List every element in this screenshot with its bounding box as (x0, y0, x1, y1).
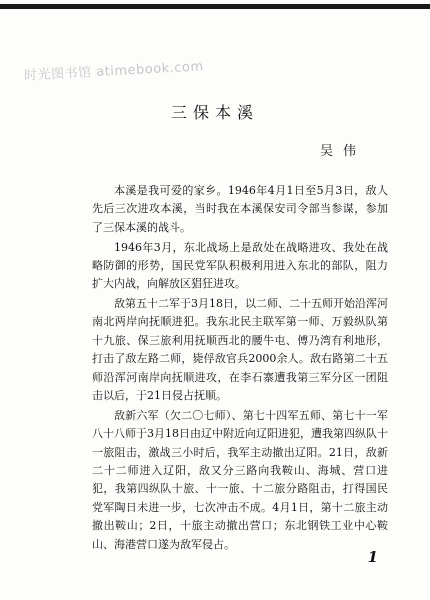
watermark-text: 时光图书馆 atimebook.com (23, 59, 204, 84)
paragraph: 1946年3月，东北战场上是敌处在战略进攻、我处在战略防御的形势，国民党军队积极利用进入东北的部队，阻力扩大内战，向解放区猖狂进攻。 (92, 240, 388, 291)
article-body (92, 182, 388, 555)
paragraph: 敌新六军（欠二〇七师）、第七十四军五师、第七十一军八十八师于3月18日由辽中附近向辽阳进犯，遭我第四纵队十一旅阻击，激战三小时后，我军主动撤出辽阳。21日，敌新二十二师进入辽阳，敌又分三路向我鞍山、海城、营口进犯，我第四纵队十旅、十一旅、十二旅分路阻击，打得国民党军陶日未进一步，七次冲击不成。4月1日，第十二旅主动撤出鞍山；2日，十旅主动撤出营口；东北钢铁工业中心鞍山、海港营口遂为敌军侵占。 (92, 408, 388, 551)
top-border-rule (0, 4, 430, 9)
paragraph: 本溪是我可爱的家乡。1946年4月1日至5月3日，敌人先后三次进攻本溪，当时我在本溪保安司令部当参谋，参加了三保本溪的战斗。 (92, 184, 388, 234)
page-number: 1 (367, 548, 378, 566)
paragraph: 敌第五十二军于3月18日，以二师、二十五师开始沿浑河南北两岸向抚顺进犯。我东北民主联军第一师、万毅纵队第十九旅、保三旅利用抚顺西北的腰牛屯、傅乃湾有利地形，打击了敌左路二师，毙俘敌官兵2000余人。敌右路第二十五师沿浑河南岸向抚顺进攻，在李石寨遭我第三军分区一团阻击以后，于21日侵占抚顺。 (92, 297, 388, 403)
author-name: 吴伟 (319, 144, 366, 159)
article-title: 三保本溪 (170, 103, 259, 122)
